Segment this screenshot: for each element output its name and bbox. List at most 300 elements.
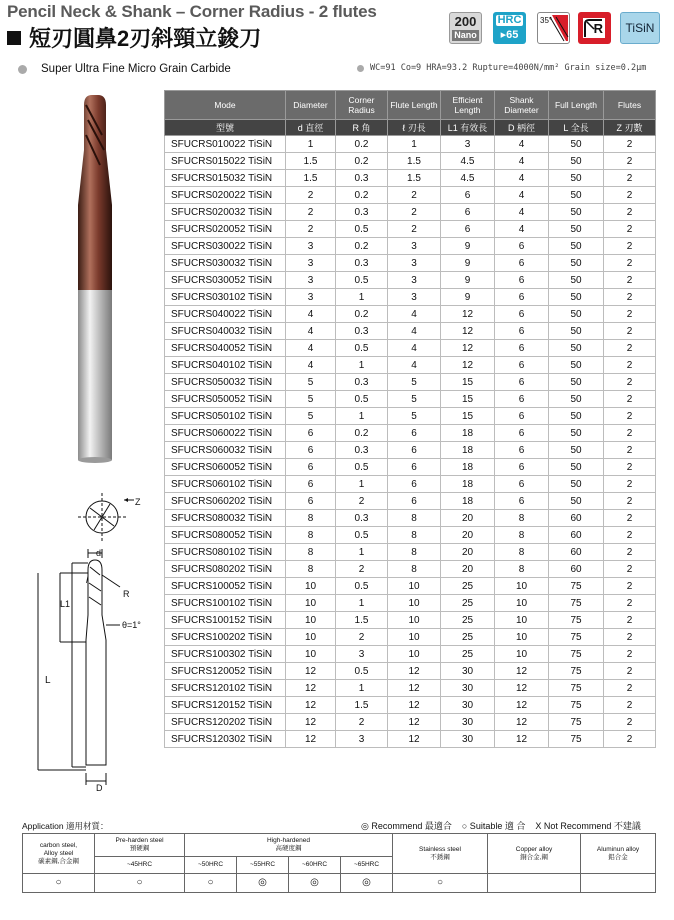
cell-full-length: 75 (549, 714, 604, 731)
coating-badge: TiSiN (620, 12, 660, 44)
cell-diameter: 4 (286, 340, 336, 357)
cell-shank-diameter: 6 (495, 425, 549, 442)
app-marks-row (23, 874, 656, 893)
table-row (165, 731, 656, 748)
cell-flute-length: 1.5 (388, 153, 441, 170)
cell-full-length: 75 (549, 646, 604, 663)
col-flute-length: Flute Length (388, 91, 441, 120)
cell-flute-length: 2 (388, 204, 441, 221)
mark-aluminum (581, 874, 656, 893)
table-row (165, 442, 656, 459)
table-row (165, 578, 656, 595)
cell-full-length: 75 (549, 731, 604, 748)
cell-full-length: 50 (549, 170, 604, 187)
cell-diameter: 6 (286, 493, 336, 510)
mark-55hrc: ◎ (237, 874, 289, 893)
cell-model-code: SFUCRS060032 TiSiN (165, 442, 286, 459)
tool-photo (78, 95, 112, 463)
cell-full-length: 50 (549, 255, 604, 272)
cell-efficient-length: 3 (441, 136, 495, 153)
cell-flute-length: 3 (388, 272, 441, 289)
cell-diameter: 3 (286, 255, 336, 272)
cell-shank-diameter: 6 (495, 374, 549, 391)
cell-shank-diameter: 6 (495, 272, 549, 289)
table-row (165, 510, 656, 527)
cell-flutes: 2 (604, 578, 656, 595)
sub-shank: D 柄徑 (495, 120, 549, 136)
cell-flutes: 2 (604, 170, 656, 187)
cell-shank-diameter: 8 (495, 527, 549, 544)
table-row (165, 459, 656, 476)
cell-flute-length: 5 (388, 408, 441, 425)
mark-prehard: ○ (95, 874, 185, 893)
cell-flutes: 2 (604, 255, 656, 272)
cell-efficient-length: 18 (441, 476, 495, 493)
cell-shank-diameter: 12 (495, 663, 549, 680)
cell-full-length: 75 (549, 578, 604, 595)
cell-flute-length: 12 (388, 714, 441, 731)
table-row (165, 408, 656, 425)
cell-efficient-length: 9 (441, 255, 495, 272)
table-row (165, 697, 656, 714)
cell-efficient-length: 12 (441, 357, 495, 374)
cell-flute-length: 4 (388, 340, 441, 357)
cell-shank-diameter: 8 (495, 561, 549, 578)
hrc-value: 65 (506, 29, 519, 41)
cell-corner-radius: 0.2 (336, 425, 388, 442)
cell-shank-diameter: 6 (495, 323, 549, 340)
cell-efficient-length: 30 (441, 714, 495, 731)
cell-flutes: 2 (604, 442, 656, 459)
app-hrc-45: ~45HRC (95, 857, 185, 874)
theta-label: θ=1° (122, 620, 141, 630)
sub-full: L 全長 (549, 120, 604, 136)
cell-efficient-length: 12 (441, 306, 495, 323)
legend-not-recommend: X Not Recommend 不建議 (535, 821, 641, 831)
cell-shank-diameter: 4 (495, 204, 549, 221)
cell-flutes: 2 (604, 221, 656, 238)
cell-efficient-length: 20 (441, 510, 495, 527)
cell-full-length: 60 (549, 510, 604, 527)
cell-model-code: SFUCRS050052 TiSiN (165, 391, 286, 408)
cell-shank-diameter: 10 (495, 578, 549, 595)
cell-flutes: 2 (604, 391, 656, 408)
cell-efficient-length: 4.5 (441, 170, 495, 187)
cell-efficient-length: 25 (441, 578, 495, 595)
cell-efficient-length: 9 (441, 272, 495, 289)
cell-diameter: 5 (286, 408, 336, 425)
cell-flute-length: 10 (388, 595, 441, 612)
cell-flute-length: 8 (388, 544, 441, 561)
cell-diameter: 12 (286, 663, 336, 680)
cell-model-code: SFUCRS060202 TiSiN (165, 493, 286, 510)
cell-efficient-length: 30 (441, 697, 495, 714)
cell-diameter: 4 (286, 323, 336, 340)
cell-corner-radius: 0.5 (336, 221, 388, 238)
cell-flutes: 2 (604, 527, 656, 544)
cell-corner-radius: 0.5 (336, 391, 388, 408)
cell-flute-length: 12 (388, 663, 441, 680)
cell-flute-length: 10 (388, 629, 441, 646)
cell-flutes: 2 (604, 357, 656, 374)
cell-corner-radius: 0.3 (336, 510, 388, 527)
cell-flutes: 2 (604, 629, 656, 646)
cell-model-code: SFUCRS060052 TiSiN (165, 459, 286, 476)
cell-model-code: SFUCRS120202 TiSiN (165, 714, 286, 731)
cell-diameter: 1 (286, 136, 336, 153)
cell-diameter: 12 (286, 680, 336, 697)
cell-full-length: 50 (549, 289, 604, 306)
bullet-icon (357, 65, 364, 72)
table-row (165, 680, 656, 697)
hrc-value-row: ▸65 (500, 29, 519, 41)
cell-flute-length: 6 (388, 425, 441, 442)
table-subheader-row (165, 120, 656, 136)
cell-flutes: 2 (604, 340, 656, 357)
cell-shank-diameter: 8 (495, 544, 549, 561)
table-row (165, 629, 656, 646)
cell-corner-radius: 1 (336, 476, 388, 493)
cell-flute-length: 2 (388, 187, 441, 204)
cell-efficient-length: 20 (441, 561, 495, 578)
cell-flutes: 2 (604, 697, 656, 714)
cell-flutes: 2 (604, 272, 656, 289)
table-row (165, 612, 656, 629)
cell-flutes: 2 (604, 680, 656, 697)
cell-flute-length: 6 (388, 493, 441, 510)
cell-diameter: 1.5 (286, 153, 336, 170)
cell-full-length: 50 (549, 153, 604, 170)
hrc-label: HRC (497, 14, 522, 26)
cell-efficient-length: 30 (441, 680, 495, 697)
cell-flutes: 2 (604, 595, 656, 612)
cell-diameter: 2 (286, 204, 336, 221)
cell-corner-radius: 2 (336, 714, 388, 731)
cell-model-code: SFUCRS100052 TiSiN (165, 578, 286, 595)
cell-efficient-length: 18 (441, 425, 495, 442)
corner-radius-icon (578, 12, 611, 44)
table-row (165, 493, 656, 510)
cell-shank-diameter: 6 (495, 442, 549, 459)
cell-efficient-length: 20 (441, 544, 495, 561)
cell-model-code: SFUCRS120152 TiSiN (165, 697, 286, 714)
cell-shank-diameter: 6 (495, 459, 549, 476)
table-row (165, 340, 656, 357)
cell-flute-length: 6 (388, 442, 441, 459)
table-row (165, 476, 656, 493)
cell-flutes: 2 (604, 459, 656, 476)
cell-flutes: 2 (604, 714, 656, 731)
title-english: Pencil Neck & Shank – Corner Radius - 2 flutes (7, 2, 377, 21)
cell-model-code: SFUCRS050102 TiSiN (165, 408, 286, 425)
cell-diameter: 12 (286, 714, 336, 731)
cell-diameter: 8 (286, 510, 336, 527)
cell-diameter: 10 (286, 646, 336, 663)
sub-flute: ℓ 刃長 (388, 120, 441, 136)
cell-efficient-length: 15 (441, 374, 495, 391)
cell-full-length: 75 (549, 663, 604, 680)
cell-full-length: 50 (549, 272, 604, 289)
cell-flute-length: 4 (388, 306, 441, 323)
cell-shank-diameter: 12 (495, 714, 549, 731)
cell-diameter: 5 (286, 391, 336, 408)
cell-diameter: 6 (286, 442, 336, 459)
cell-corner-radius: 0.2 (336, 136, 388, 153)
cell-efficient-length: 30 (441, 731, 495, 748)
cell-efficient-length: 9 (441, 238, 495, 255)
cell-flutes: 2 (604, 476, 656, 493)
cell-shank-diameter: 10 (495, 646, 549, 663)
cell-full-length: 50 (549, 187, 604, 204)
cell-corner-radius: 2 (336, 493, 388, 510)
cell-diameter: 10 (286, 578, 336, 595)
table-row (165, 170, 656, 187)
app-copper: Copper alloy 銅合金,鋼 (488, 834, 581, 874)
cell-model-code: SFUCRS080052 TiSiN (165, 527, 286, 544)
cell-shank-diameter: 6 (495, 340, 549, 357)
cell-efficient-length: 25 (441, 646, 495, 663)
app-highhard: High-hardened 高硬度鋼 (185, 834, 393, 857)
cell-shank-diameter: 6 (495, 289, 549, 306)
cell-efficient-length: 9 (441, 289, 495, 306)
cell-model-code: SFUCRS120302 TiSiN (165, 731, 286, 748)
cell-efficient-length: 6 (441, 187, 495, 204)
cell-full-length: 50 (549, 238, 604, 255)
cell-flute-length: 4 (388, 323, 441, 340)
cell-full-length: 50 (549, 306, 604, 323)
cell-model-code: SFUCRS080202 TiSiN (165, 561, 286, 578)
cell-diameter: 3 (286, 238, 336, 255)
cell-flutes: 2 (604, 561, 656, 578)
cell-flute-length: 3 (388, 289, 441, 306)
cell-model-code: SFUCRS050032 TiSiN (165, 374, 286, 391)
table-row (165, 306, 656, 323)
cell-full-length: 50 (549, 323, 604, 340)
col-shank-diameter: Shank Diameter (495, 91, 549, 120)
cell-shank-diameter: 6 (495, 408, 549, 425)
legend-recommend: ◎ Recommend 最適合 (361, 821, 452, 831)
helix-icon (538, 13, 569, 43)
cell-flute-length: 3 (388, 255, 441, 272)
cell-diameter: 4 (286, 357, 336, 374)
cell-full-length: 50 (549, 204, 604, 221)
full-length-label: L (45, 675, 51, 686)
title-square-icon (7, 31, 21, 45)
cell-full-length: 75 (549, 595, 604, 612)
cell-full-length: 50 (549, 459, 604, 476)
cell-shank-diameter: 12 (495, 731, 549, 748)
cell-flute-length: 4 (388, 357, 441, 374)
cell-model-code: SFUCRS080102 TiSiN (165, 544, 286, 561)
mark-stainless: ○ (393, 874, 488, 893)
cell-corner-radius: 0.5 (336, 663, 388, 680)
cell-corner-radius: 1.5 (336, 697, 388, 714)
cell-shank-diameter: 6 (495, 476, 549, 493)
col-efficient-length: Efficient Length (441, 91, 495, 120)
cell-flute-length: 5 (388, 374, 441, 391)
cell-corner-radius: 0.2 (336, 238, 388, 255)
title-chinese (7, 22, 261, 53)
cell-shank-diameter: 6 (495, 493, 549, 510)
cell-full-length: 50 (549, 391, 604, 408)
cell-full-length: 60 (549, 527, 604, 544)
cell-efficient-length: 12 (441, 323, 495, 340)
cell-diameter: 6 (286, 476, 336, 493)
cell-model-code: SFUCRS040052 TiSiN (165, 340, 286, 357)
cell-shank-diameter: 4 (495, 221, 549, 238)
legend (361, 819, 641, 832)
col-corner-radius: Corner Radius (336, 91, 388, 120)
cell-efficient-length: 25 (441, 612, 495, 629)
cell-corner-radius: 3 (336, 646, 388, 663)
cell-flutes: 2 (604, 646, 656, 663)
cell-model-code: SFUCRS120052 TiSiN (165, 663, 286, 680)
table-row (165, 255, 656, 272)
cell-diameter: 2 (286, 187, 336, 204)
z-label: Z (135, 497, 141, 507)
table-row (165, 561, 656, 578)
cell-flute-length: 5 (388, 391, 441, 408)
cell-model-code: SFUCRS040032 TiSiN (165, 323, 286, 340)
cell-shank-diameter: 4 (495, 187, 549, 204)
cell-corner-radius: 1 (336, 680, 388, 697)
table-row (165, 663, 656, 680)
cell-model-code: SFUCRS060022 TiSiN (165, 425, 286, 442)
table-row (165, 204, 656, 221)
cell-corner-radius: 1.5 (336, 612, 388, 629)
cell-diameter: 1.5 (286, 170, 336, 187)
cell-full-length: 75 (549, 612, 604, 629)
table-row (165, 527, 656, 544)
app-hrc-65: ~65HRC (341, 857, 393, 874)
hrc-badge (493, 12, 526, 44)
cell-efficient-length: 12 (441, 340, 495, 357)
cell-diameter: 6 (286, 425, 336, 442)
spec-table (164, 90, 656, 748)
app-aluminum: Aluminun alloy 鋁合金 (581, 834, 656, 874)
cell-flutes: 2 (604, 306, 656, 323)
cell-full-length: 50 (549, 493, 604, 510)
cell-corner-radius: 0.5 (336, 459, 388, 476)
cell-corner-radius: 0.3 (336, 204, 388, 221)
cell-diameter: 6 (286, 459, 336, 476)
cell-corner-radius: 0.2 (336, 153, 388, 170)
cell-efficient-length: 6 (441, 204, 495, 221)
col-flutes: Flutes (604, 91, 656, 120)
cell-diameter: 10 (286, 595, 336, 612)
cell-flutes: 2 (604, 612, 656, 629)
mark-50hrc: ○ (185, 874, 237, 893)
cell-model-code: SFUCRS020022 TiSiN (165, 187, 286, 204)
col-full-length: Full Length (549, 91, 604, 120)
dimension-diagram (30, 545, 150, 795)
cell-flute-length: 8 (388, 527, 441, 544)
cell-diameter: 4 (286, 306, 336, 323)
cell-flute-length: 2 (388, 221, 441, 238)
table-row (165, 289, 656, 306)
cell-flutes: 2 (604, 374, 656, 391)
mark-65hrc: ◎ (341, 874, 393, 893)
nano-number: 200 (454, 14, 477, 29)
application-label: Application 適用材質： (22, 821, 109, 831)
cell-diameter: 12 (286, 697, 336, 714)
cell-flutes: 2 (604, 493, 656, 510)
corner-radius-label: R (583, 18, 605, 38)
cell-corner-radius: 1 (336, 595, 388, 612)
app-hrc-60: ~60HRC (289, 857, 341, 874)
cell-model-code: SFUCRS100202 TiSiN (165, 629, 286, 646)
cell-corner-radius: 0.5 (336, 340, 388, 357)
cell-model-code: SFUCRS020052 TiSiN (165, 221, 286, 238)
table-row (165, 238, 656, 255)
cell-corner-radius: 0.5 (336, 578, 388, 595)
nano-hardness-badge (449, 12, 482, 44)
l1-label: L1 (60, 599, 71, 609)
cell-model-code: SFUCRS100152 TiSiN (165, 612, 286, 629)
cell-corner-radius: 3 (336, 731, 388, 748)
cell-corner-radius: 0.5 (336, 527, 388, 544)
cell-shank-diameter: 4 (495, 170, 549, 187)
material-text: Super Ultra Fine Micro Grain Carbide (41, 63, 231, 75)
cell-shank-diameter: 6 (495, 391, 549, 408)
cell-shank-diameter: 6 (495, 306, 549, 323)
helix-angle-label: 35° (540, 16, 553, 25)
cell-corner-radius: 0.2 (336, 187, 388, 204)
app-hrc-55: ~55HRC (237, 857, 289, 874)
table-row (165, 391, 656, 408)
cell-flute-length: 10 (388, 646, 441, 663)
cell-model-code: SFUCRS030022 TiSiN (165, 238, 286, 255)
cell-flute-length: 1.5 (388, 170, 441, 187)
cell-flute-length: 3 (388, 238, 441, 255)
app-hrc-50: ~50HRC (185, 857, 237, 874)
spec-line (357, 63, 646, 73)
table-row (165, 646, 656, 663)
cell-flute-length: 6 (388, 459, 441, 476)
cell-shank-diameter: 12 (495, 697, 549, 714)
bullet-icon (18, 65, 27, 74)
mark-60hrc: ◎ (289, 874, 341, 893)
col-diameter: Diameter (286, 91, 336, 120)
spec-text: WC=91 Co=9 HRA=93.2 Rupture=4000N/mm² Grain size=0.2μm (370, 63, 647, 73)
cell-model-code: SFUCRS120102 TiSiN (165, 680, 286, 697)
cell-flutes: 2 (604, 731, 656, 748)
cell-model-code: SFUCRS020032 TiSiN (165, 204, 286, 221)
cell-flutes: 2 (604, 238, 656, 255)
cell-model-code: SFUCRS060102 TiSiN (165, 476, 286, 493)
l-label: l (86, 575, 88, 585)
nano-label: Nano (452, 30, 479, 41)
cell-flute-length: 10 (388, 578, 441, 595)
cell-corner-radius: 2 (336, 561, 388, 578)
cell-diameter: 8 (286, 527, 336, 544)
cell-full-length: 50 (549, 476, 604, 493)
cell-diameter: 8 (286, 561, 336, 578)
cell-full-length: 50 (549, 357, 604, 374)
cell-full-length: 60 (549, 544, 604, 561)
cell-flutes: 2 (604, 323, 656, 340)
cell-corner-radius: 0.5 (336, 272, 388, 289)
cell-full-length: 50 (549, 136, 604, 153)
cell-corner-radius: 0.3 (336, 255, 388, 272)
table-row (165, 357, 656, 374)
table-row (165, 714, 656, 731)
cell-full-length: 50 (549, 442, 604, 459)
cell-efficient-length: 30 (441, 663, 495, 680)
app-prehard: Pre-harden steel 預硬鋼 (95, 834, 185, 857)
app-stainless: Stainless steel 不銹鋼 (393, 834, 488, 874)
cell-efficient-length: 15 (441, 391, 495, 408)
